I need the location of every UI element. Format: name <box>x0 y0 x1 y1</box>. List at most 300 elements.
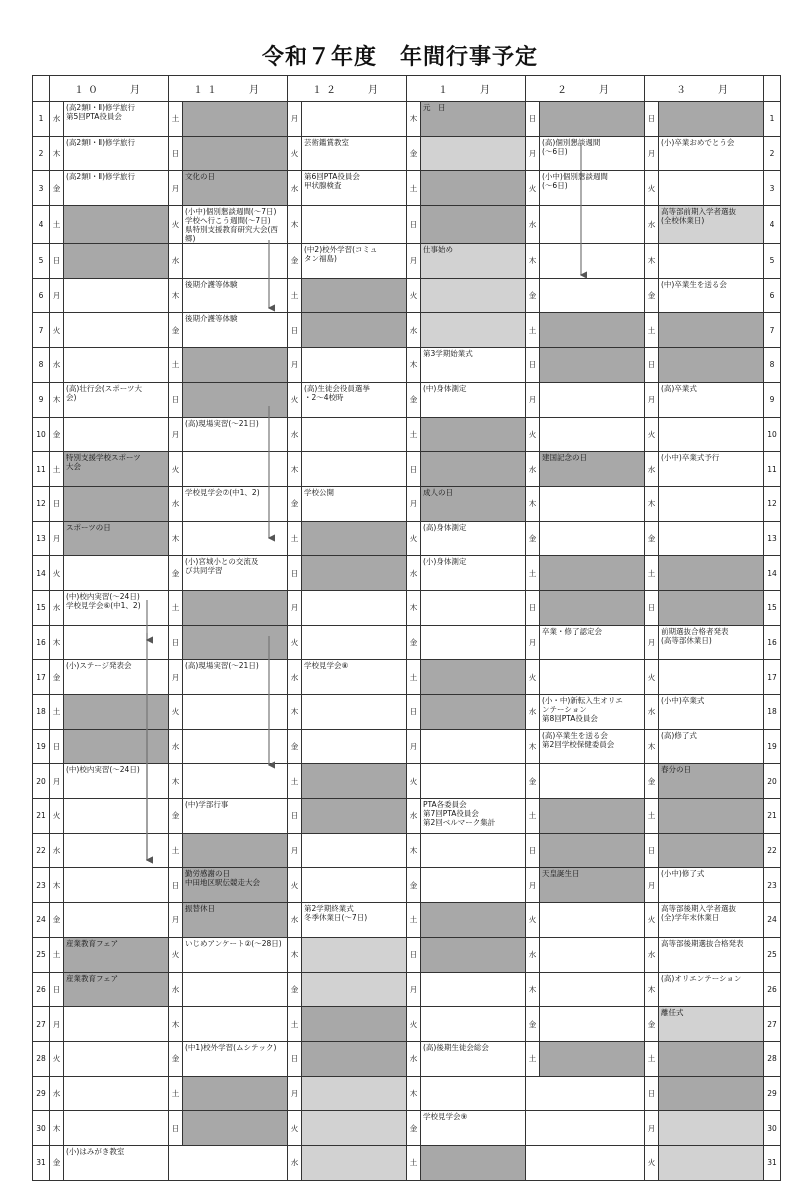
day-row <box>33 937 781 972</box>
event-cell <box>421 799 526 834</box>
weekday-cell: 火 <box>169 452 183 487</box>
weekday-cell: 水 <box>407 1041 421 1076</box>
weekday-cell: 月 <box>169 417 183 452</box>
event-cell <box>64 313 169 348</box>
event-cell <box>302 937 407 972</box>
day-number: 5 <box>764 244 781 279</box>
day-row <box>33 313 781 348</box>
day-row <box>33 521 781 556</box>
weekday-cell: 月 <box>288 590 302 625</box>
event-cell <box>540 729 645 764</box>
event-text: 学校へ行こう週間(～7日) <box>185 216 271 226</box>
day-row <box>33 729 781 764</box>
event-cell <box>659 903 764 938</box>
event-cell <box>659 206 764 244</box>
day-number: 10 <box>33 417 50 452</box>
weekday-cell: 月 <box>169 660 183 695</box>
day-row <box>33 695 781 730</box>
event-cell <box>540 764 645 799</box>
weekday-cell: 金 <box>169 556 183 591</box>
event-cell <box>64 1041 169 1076</box>
weekday-cell: 金 <box>169 799 183 834</box>
month-header: １０ 月 <box>50 76 169 102</box>
event-text: いじめアンケート②(～28日) <box>185 938 282 948</box>
weekday-cell: 金 <box>526 278 540 313</box>
event-text: (中)校内実習(～24日) <box>66 765 140 775</box>
day-number: 29 <box>33 1076 50 1111</box>
weekday-cell: 水 <box>50 590 64 625</box>
weekday-cell: 土 <box>526 1041 540 1076</box>
weekday-cell: 日 <box>526 833 540 868</box>
weekday-cell: 火 <box>645 417 659 452</box>
event-text: (小中)卒業式 <box>661 696 705 705</box>
weekday-cell: 金 <box>526 764 540 799</box>
event-cell <box>659 764 764 799</box>
weekday-cell: 水 <box>288 417 302 452</box>
event-cell <box>540 1041 645 1076</box>
event-cell <box>421 660 526 695</box>
event-cell <box>183 972 288 1007</box>
weekday-cell: 日 <box>169 1111 183 1146</box>
event-cell <box>421 833 526 868</box>
weekday-cell: 火 <box>288 382 302 417</box>
weekday-cell: 水 <box>407 313 421 348</box>
event-text: 第2回学校保健委員会 <box>542 739 615 749</box>
weekday-cell: 月 <box>407 972 421 1007</box>
event-cell <box>659 278 764 313</box>
corner-right <box>764 76 781 102</box>
weekday-cell: 土 <box>288 1007 302 1042</box>
day-row <box>33 206 781 244</box>
event-cell <box>421 452 526 487</box>
weekday-cell: 日 <box>288 556 302 591</box>
event-text: (小・中)新転入生オリエ <box>542 696 623 705</box>
weekday-cell: 火 <box>645 903 659 938</box>
event-cell <box>421 625 526 660</box>
weekday-cell: 土 <box>645 1041 659 1076</box>
weekday-cell: 金 <box>526 521 540 556</box>
weekday-cell <box>526 1145 540 1180</box>
event-cell <box>659 937 764 972</box>
weekday-cell: 火 <box>645 660 659 695</box>
weekday-cell: 火 <box>407 521 421 556</box>
event-text: 高等部前期入学者選抜 <box>661 207 736 217</box>
event-cell <box>659 348 764 383</box>
event-text: (～6日) <box>542 181 568 191</box>
weekday-cell: 木 <box>645 244 659 279</box>
event-cell <box>540 868 645 903</box>
day-row <box>33 972 781 1007</box>
event-cell <box>183 764 288 799</box>
event-cell <box>183 136 288 171</box>
weekday-cell: 日 <box>50 972 64 1007</box>
day-number: 6 <box>33 278 50 313</box>
event-cell <box>659 1111 764 1146</box>
weekday-cell: 木 <box>288 937 302 972</box>
weekday-cell: 火 <box>288 625 302 660</box>
day-row <box>33 136 781 171</box>
event-cell <box>540 625 645 660</box>
event-text: (高)オリエンテーション <box>661 973 742 983</box>
weekday-cell: 火 <box>645 171 659 206</box>
event-cell <box>183 695 288 730</box>
event-cell <box>302 590 407 625</box>
event-cell <box>421 1007 526 1042</box>
event-cell <box>64 206 169 244</box>
day-number: 1 <box>764 102 781 137</box>
event-cell <box>183 903 288 938</box>
event-text: (全)学年末休業日 <box>661 913 720 923</box>
day-number: 18 <box>33 695 50 730</box>
weekday-cell: 火 <box>526 903 540 938</box>
weekday-cell: 火 <box>169 695 183 730</box>
day-row <box>33 382 781 417</box>
weekday-cell: 日 <box>407 206 421 244</box>
weekday-cell: 水 <box>50 102 64 137</box>
event-cell <box>421 417 526 452</box>
weekday-cell: 日 <box>645 102 659 137</box>
day-number: 1 <box>33 102 50 137</box>
day-number: 11 <box>33 452 50 487</box>
weekday-cell: 水 <box>288 171 302 206</box>
weekday-cell: 水 <box>645 206 659 244</box>
event-cell <box>421 903 526 938</box>
day-number: 22 <box>33 833 50 868</box>
weekday-cell: 木 <box>407 590 421 625</box>
day-row <box>33 660 781 695</box>
weekday-cell: 土 <box>526 556 540 591</box>
weekday-cell: 木 <box>50 1111 64 1146</box>
event-text: (高)修了式 <box>661 730 697 740</box>
weekday-cell: 月 <box>526 382 540 417</box>
weekday-cell: 日 <box>169 868 183 903</box>
weekday-cell: 木 <box>526 729 540 764</box>
weekday-cell: 水 <box>50 348 64 383</box>
weekday-cell: 月 <box>407 486 421 521</box>
event-cell <box>302 244 407 279</box>
event-text: 勤労感謝の日 <box>185 869 230 879</box>
weekday-cell: 土 <box>169 102 183 137</box>
day-row <box>33 764 781 799</box>
event-text: ・2～4校時 <box>304 392 344 402</box>
event-cell <box>64 972 169 1007</box>
weekday-cell: 木 <box>169 278 183 313</box>
event-cell <box>302 1111 407 1146</box>
weekday-cell <box>526 1111 540 1146</box>
event-text: (中)校内実習(～24日) <box>66 591 140 601</box>
event-cell <box>421 244 526 279</box>
day-row <box>33 903 781 938</box>
weekday-cell: 水 <box>288 903 302 938</box>
schedule-body <box>33 102 781 1181</box>
weekday-cell: 水 <box>169 486 183 521</box>
event-cell <box>540 590 645 625</box>
event-text: (小中)個別懇談週間 <box>542 172 608 182</box>
weekday-cell: 火 <box>169 206 183 244</box>
day-number: 10 <box>764 417 781 452</box>
weekday-cell: 火 <box>50 313 64 348</box>
event-text: 特別支援学校スポーツ <box>66 453 141 463</box>
weekday-cell: 金 <box>645 278 659 313</box>
event-cell <box>302 278 407 313</box>
event-cell <box>302 903 407 938</box>
day-number: 3 <box>33 171 50 206</box>
weekday-cell: 日 <box>169 382 183 417</box>
weekday-cell: 土 <box>288 764 302 799</box>
weekday-cell: 日 <box>50 244 64 279</box>
event-text: (小中)個別懇談週間(～7日) <box>185 207 277 217</box>
event-cell <box>540 313 645 348</box>
day-number: 19 <box>33 729 50 764</box>
event-cell <box>64 695 169 730</box>
day-number: 13 <box>764 521 781 556</box>
event-cell <box>302 833 407 868</box>
weekday-cell: 月 <box>407 729 421 764</box>
event-text: (中2)校外学習(コミュ <box>304 245 378 255</box>
day-number: 9 <box>33 382 50 417</box>
event-cell <box>659 1007 764 1042</box>
weekday-cell: 金 <box>169 1041 183 1076</box>
weekday-cell: 木 <box>288 452 302 487</box>
event-cell <box>302 136 407 171</box>
event-text: 春分の日 <box>661 765 691 775</box>
weekday-cell: 月 <box>169 171 183 206</box>
event-cell <box>302 660 407 695</box>
event-text: (高)壮行会(スポーツ大 <box>66 383 142 393</box>
event-cell <box>183 1076 288 1111</box>
event-cell <box>183 729 288 764</box>
event-cell <box>64 590 169 625</box>
day-number: 7 <box>33 313 50 348</box>
weekday-cell: 水 <box>645 452 659 487</box>
event-text: 第8回PTA役員会 <box>542 714 598 723</box>
weekday-cell: 木 <box>407 348 421 383</box>
event-cell <box>540 833 645 868</box>
month-header-row <box>33 76 781 102</box>
event-cell <box>64 1111 169 1146</box>
weekday-cell: 日 <box>526 590 540 625</box>
event-text: タン福島) <box>304 254 337 264</box>
event-cell <box>64 833 169 868</box>
month-header: ２ 月 <box>526 76 645 102</box>
day-number: 25 <box>764 937 781 972</box>
weekday-cell: 土 <box>50 695 64 730</box>
event-cell <box>659 1145 764 1180</box>
day-number: 27 <box>33 1007 50 1042</box>
event-text: (小)卒業おめでとう会 <box>661 137 735 147</box>
day-row <box>33 590 781 625</box>
event-text: スポーツの日 <box>66 522 111 532</box>
event-cell <box>183 625 288 660</box>
event-text: 後期介護等体験 <box>185 314 238 324</box>
weekday-cell: 日 <box>407 452 421 487</box>
day-row <box>33 625 781 660</box>
weekday-cell: 月 <box>50 278 64 313</box>
day-number: 7 <box>764 313 781 348</box>
event-cell <box>302 972 407 1007</box>
event-cell <box>302 348 407 383</box>
day-number: 8 <box>33 348 50 383</box>
event-cell <box>421 729 526 764</box>
event-text: (高2類Ⅰ・Ⅱ)修学旅行 <box>66 103 136 112</box>
month-header: １２ 月 <box>288 76 407 102</box>
weekday-cell: 木 <box>526 244 540 279</box>
weekday-cell: 月 <box>50 1007 64 1042</box>
event-cell <box>64 278 169 313</box>
event-cell <box>421 382 526 417</box>
event-text: 産業教育フェア <box>66 938 119 948</box>
weekday-cell: 水 <box>526 695 540 730</box>
event-text: (高)現場実習(～21日) <box>185 661 259 671</box>
weekday-cell: 水 <box>407 556 421 591</box>
weekday-cell: 日 <box>169 136 183 171</box>
weekday-cell: 木 <box>645 729 659 764</box>
event-cell <box>421 102 526 137</box>
weekday-cell: 火 <box>526 660 540 695</box>
weekday-cell: 水 <box>526 937 540 972</box>
day-number: 30 <box>764 1111 781 1146</box>
event-cell <box>421 972 526 1007</box>
event-text: 産業教育フェア <box>66 973 119 983</box>
event-cell <box>64 903 169 938</box>
event-text: 仕事始め <box>423 245 453 255</box>
event-text: 卒業・修了認定会 <box>542 626 602 636</box>
day-number: 6 <box>764 278 781 313</box>
event-text: 成人の日 <box>423 487 453 497</box>
annual-schedule-table <box>32 75 781 1181</box>
weekday-cell: 火 <box>50 799 64 834</box>
weekday-cell: 金 <box>645 1007 659 1042</box>
weekday-cell: 土 <box>50 452 64 487</box>
event-cell <box>183 171 288 206</box>
weekday-cell: 土 <box>526 799 540 834</box>
day-number: 30 <box>33 1111 50 1146</box>
day-number: 4 <box>764 206 781 244</box>
event-text: 前期選抜合格者発表 <box>661 626 729 636</box>
event-text: (高2類Ⅰ・Ⅱ)修学旅行 <box>66 172 136 182</box>
event-text: 第3学期始業式 <box>423 349 473 359</box>
event-cell <box>659 1076 764 1111</box>
weekday-cell: 水 <box>288 1145 302 1180</box>
weekday-cell <box>526 1076 540 1111</box>
event-cell <box>421 348 526 383</box>
event-text: 芸術鑑賞教室 <box>304 137 349 147</box>
weekday-cell: 木 <box>169 764 183 799</box>
event-cell <box>183 1111 288 1146</box>
weekday-cell: 土 <box>645 313 659 348</box>
event-cell <box>64 1007 169 1042</box>
weekday-cell: 月 <box>645 625 659 660</box>
weekday-cell: 土 <box>169 348 183 383</box>
event-cell <box>421 171 526 206</box>
event-cell <box>540 206 645 244</box>
event-cell <box>659 417 764 452</box>
event-text: (小)ステージ発表会 <box>66 661 132 671</box>
event-text: 中田地区駅伝競走大会 <box>185 878 260 888</box>
weekday-cell: 月 <box>526 136 540 171</box>
weekday-cell: 土 <box>407 903 421 938</box>
weekday-cell: 日 <box>288 799 302 834</box>
event-cell <box>659 244 764 279</box>
event-cell <box>302 102 407 137</box>
day-number: 28 <box>764 1041 781 1076</box>
day-number: 15 <box>33 590 50 625</box>
event-cell <box>540 799 645 834</box>
event-cell <box>540 695 645 730</box>
weekday-cell: 金 <box>407 625 421 660</box>
event-cell <box>540 136 645 171</box>
event-cell <box>183 278 288 313</box>
day-number: 26 <box>764 972 781 1007</box>
weekday-cell: 土 <box>645 556 659 591</box>
event-cell <box>421 1041 526 1076</box>
day-number: 19 <box>764 729 781 764</box>
weekday-cell: 月 <box>288 1076 302 1111</box>
event-cell <box>302 486 407 521</box>
event-cell <box>64 1076 169 1111</box>
event-cell <box>183 206 288 244</box>
event-cell <box>302 171 407 206</box>
day-row <box>33 1041 781 1076</box>
event-cell <box>183 486 288 521</box>
event-cell <box>302 313 407 348</box>
event-cell <box>659 556 764 591</box>
event-cell <box>540 171 645 206</box>
event-text: 学校見学会⑥(中1、2) <box>66 600 141 610</box>
weekday-cell: 日 <box>645 590 659 625</box>
event-cell <box>659 868 764 903</box>
event-cell <box>64 799 169 834</box>
event-cell <box>183 1145 288 1180</box>
day-row <box>33 452 781 487</box>
event-text: 甲状腺検査 <box>304 181 342 191</box>
event-cell <box>64 625 169 660</box>
event-text: (高)後期生徒会総会 <box>423 1042 489 1052</box>
day-row <box>33 171 781 206</box>
event-cell <box>183 937 288 972</box>
weekday-cell: 日 <box>288 1041 302 1076</box>
event-cell <box>540 486 645 521</box>
day-number: 20 <box>33 764 50 799</box>
weekday-cell: 金 <box>288 244 302 279</box>
event-cell <box>64 244 169 279</box>
event-cell <box>183 313 288 348</box>
event-cell <box>183 417 288 452</box>
event-text: 学校公開 <box>304 487 334 497</box>
event-cell <box>302 1007 407 1042</box>
weekday-cell: 金 <box>645 521 659 556</box>
weekday-cell: 木 <box>645 972 659 1007</box>
event-text: 第7回PTA役員会 <box>423 809 479 819</box>
event-cell <box>183 1041 288 1076</box>
day-number: 24 <box>764 903 781 938</box>
event-cell <box>659 729 764 764</box>
event-text: (小中)卒業式予行 <box>661 453 720 463</box>
event-cell <box>183 868 288 903</box>
weekday-cell: 木 <box>169 521 183 556</box>
weekday-cell: 木 <box>288 206 302 244</box>
event-cell <box>302 417 407 452</box>
month-header: １ 月 <box>407 76 526 102</box>
weekday-cell: 土 <box>169 833 183 868</box>
event-text: 第6回PTA役員会 <box>304 172 360 182</box>
event-text: ンテーション <box>542 705 587 714</box>
event-cell <box>540 660 645 695</box>
event-text: (高)個別懇談週間 <box>542 137 601 147</box>
day-number: 28 <box>33 1041 50 1076</box>
day-row <box>33 1145 781 1180</box>
event-cell <box>421 278 526 313</box>
